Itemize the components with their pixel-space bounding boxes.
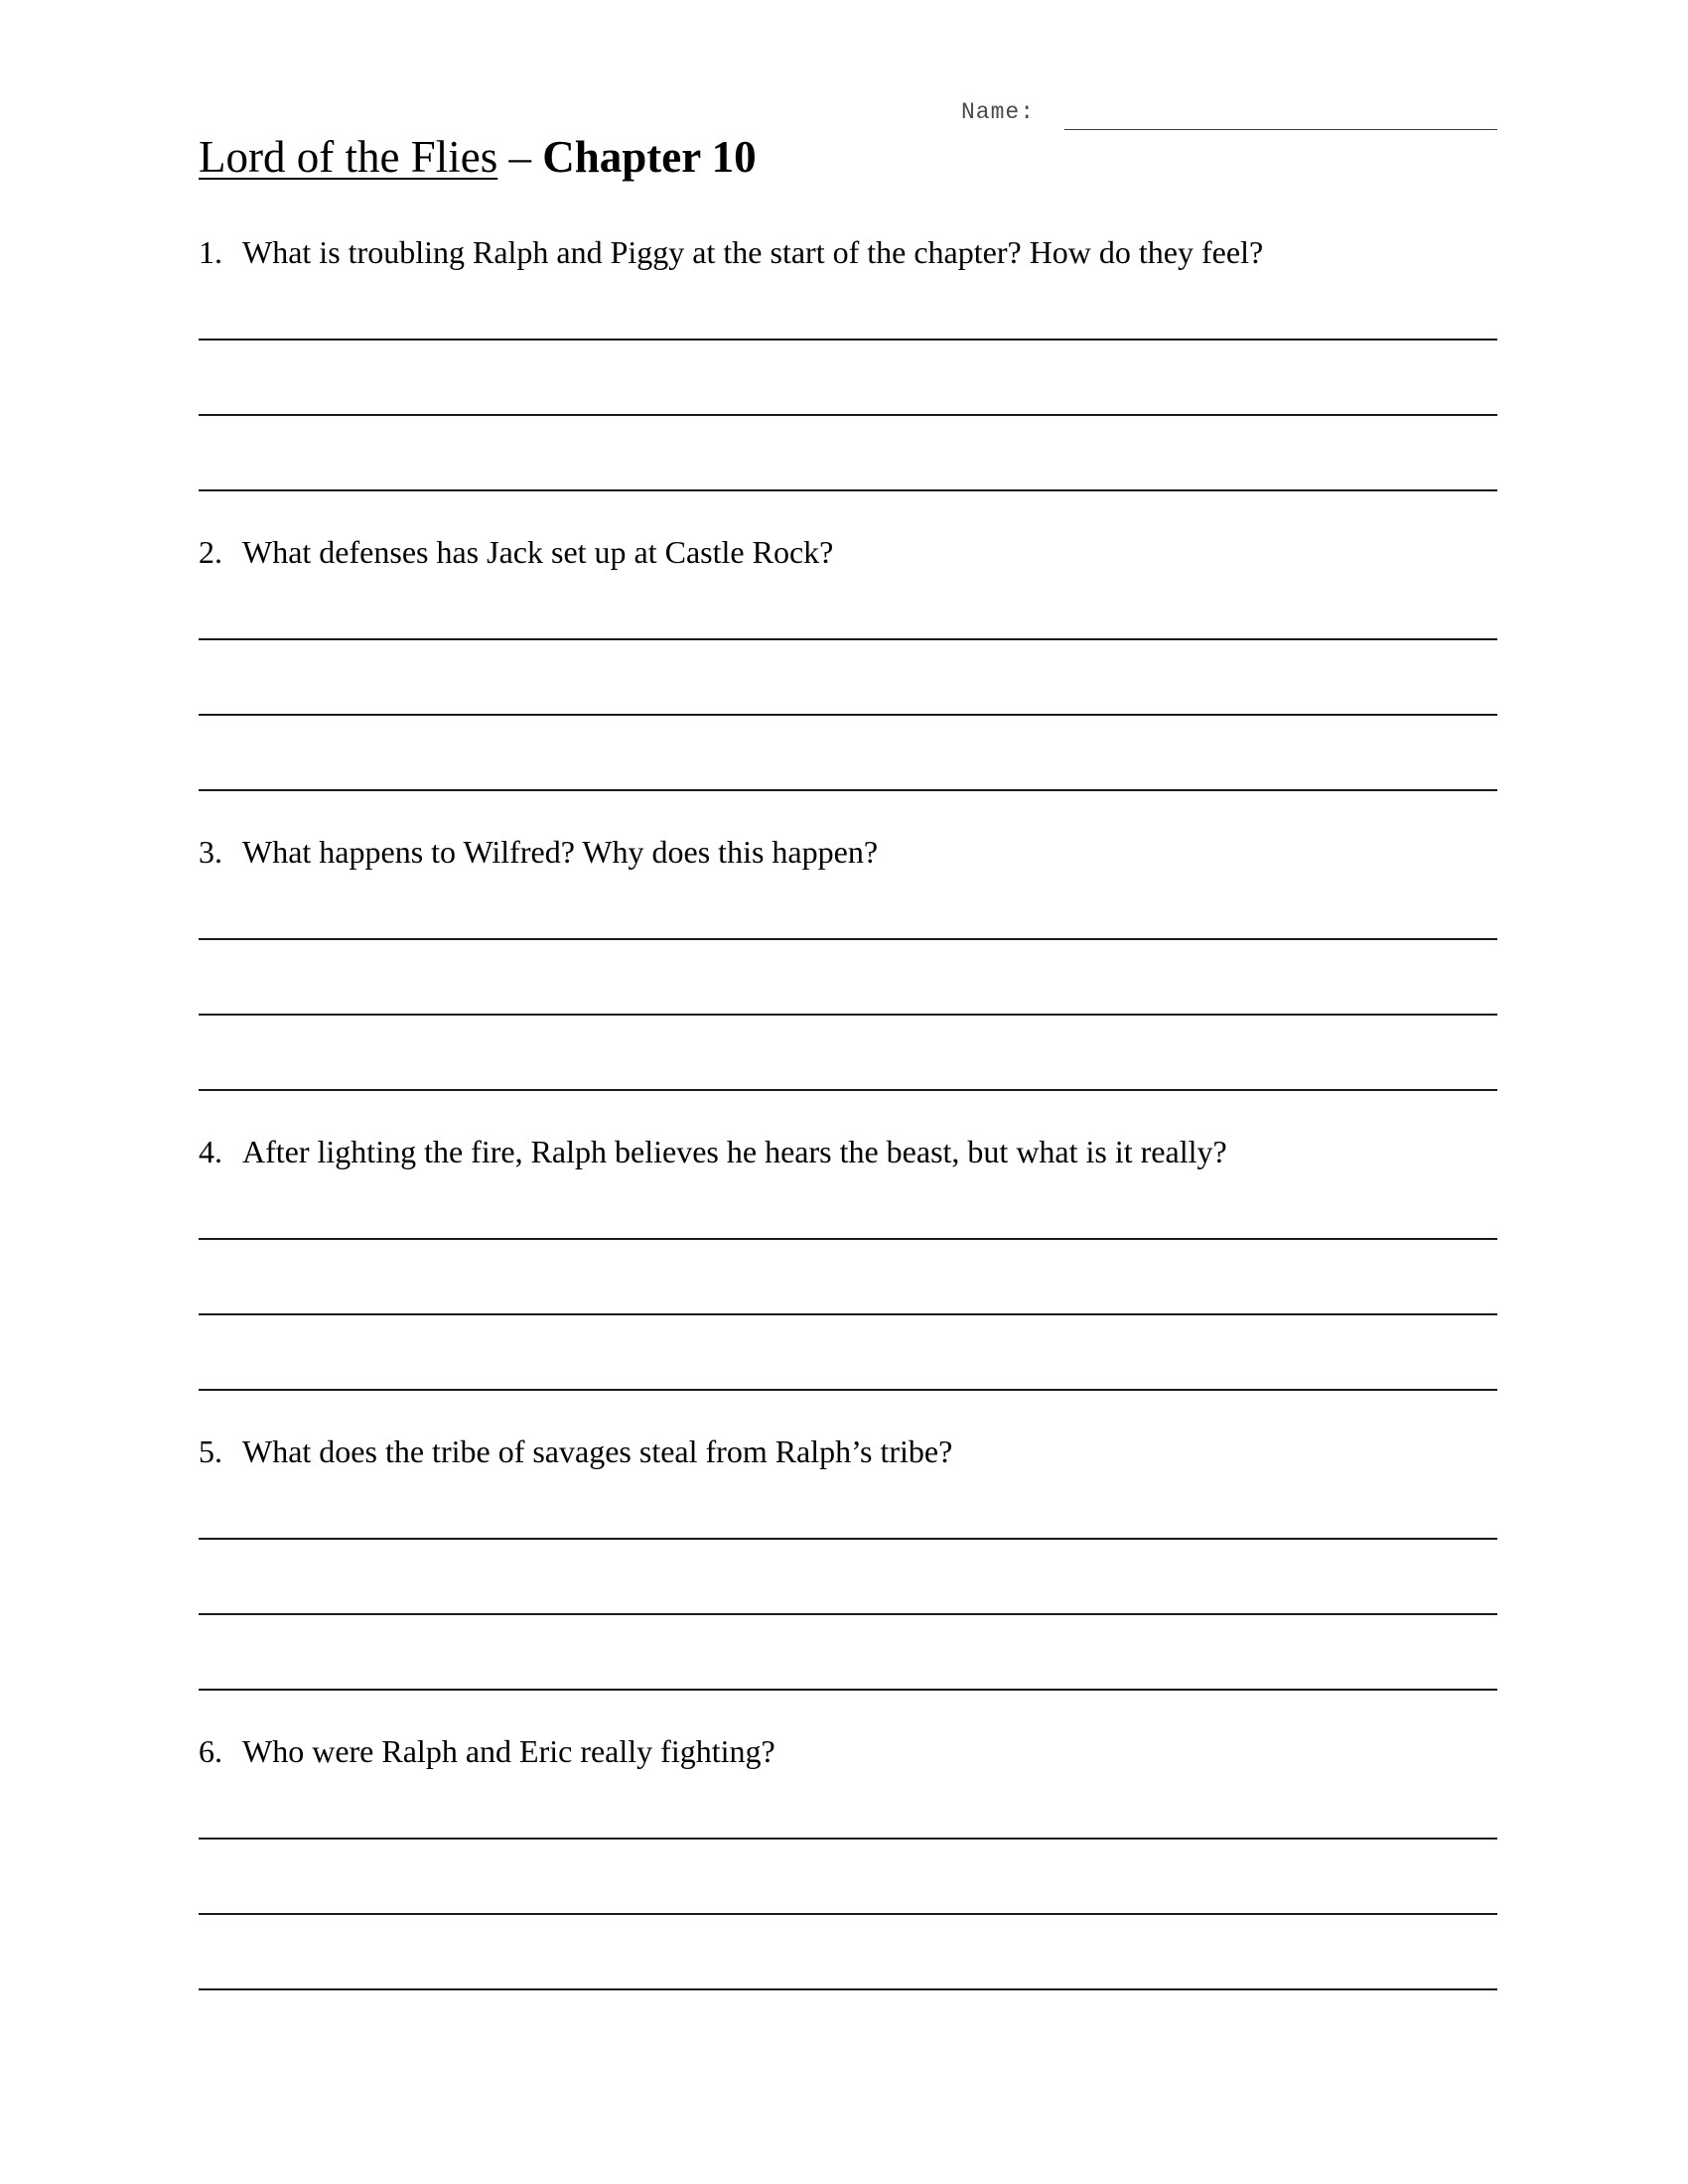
answer-line[interactable] [199,1389,1497,1391]
name-label: Name: [961,99,1036,125]
question-prompt: What does the tribe of savages steal from Ralph’s tribe? [242,1433,953,1469]
name-write-line[interactable] [1064,129,1497,130]
answer-line[interactable] [199,1238,1497,1240]
question-text [199,1731,1497,1771]
question-text [199,832,1497,872]
question-3 [199,832,1497,872]
question-number: 6. [199,1733,222,1769]
question-2 [199,532,1497,572]
question-5 [199,1432,1497,1471]
question-prompt: What is troubling Ralph and Piggy at the start of the chapter? How do they feel? [242,234,1264,270]
answer-line[interactable] [199,1014,1497,1016]
name-field [961,99,1497,135]
answer-line[interactable] [199,789,1497,791]
answer-line[interactable] [199,1538,1497,1540]
question-text [199,1432,1497,1471]
book-title: Lord of the Flies [199,132,498,182]
question-prompt: Who were Ralph and Eric really fighting? [242,1733,775,1769]
answer-line[interactable] [199,638,1497,640]
question-prompt: After lighting the fire, Ralph believes he hears the beast, but what is it really? [242,1134,1227,1169]
answer-line[interactable] [199,1689,1497,1691]
page-title [199,127,757,187]
title-separator: – [497,132,543,182]
question-number: 1. [199,234,222,270]
answer-line[interactable] [199,489,1497,491]
answer-line[interactable] [199,1913,1497,1915]
question-1 [199,232,1497,272]
question-number: 2. [199,534,222,570]
question-prompt: What defenses has Jack set up at Castle Rock? [242,534,834,570]
question-number: 4. [199,1134,222,1169]
question-text [199,1132,1497,1171]
question-number: 5. [199,1433,222,1469]
question-4 [199,1132,1497,1171]
answer-line[interactable] [199,414,1497,416]
answer-line[interactable] [199,1838,1497,1840]
question-prompt: What happens to Wilfred? Why does this happen? [242,834,879,870]
answer-line[interactable] [199,1089,1497,1091]
question-number: 3. [199,834,222,870]
question-6 [199,1731,1497,1771]
question-text [199,232,1497,272]
answer-line[interactable] [199,339,1497,341]
answer-line[interactable] [199,1613,1497,1615]
answer-line[interactable] [199,1988,1497,1990]
answer-line[interactable] [199,1313,1497,1315]
chapter-title: Chapter 10 [542,132,757,182]
answer-line[interactable] [199,938,1497,940]
answer-line[interactable] [199,714,1497,716]
question-text [199,532,1497,572]
